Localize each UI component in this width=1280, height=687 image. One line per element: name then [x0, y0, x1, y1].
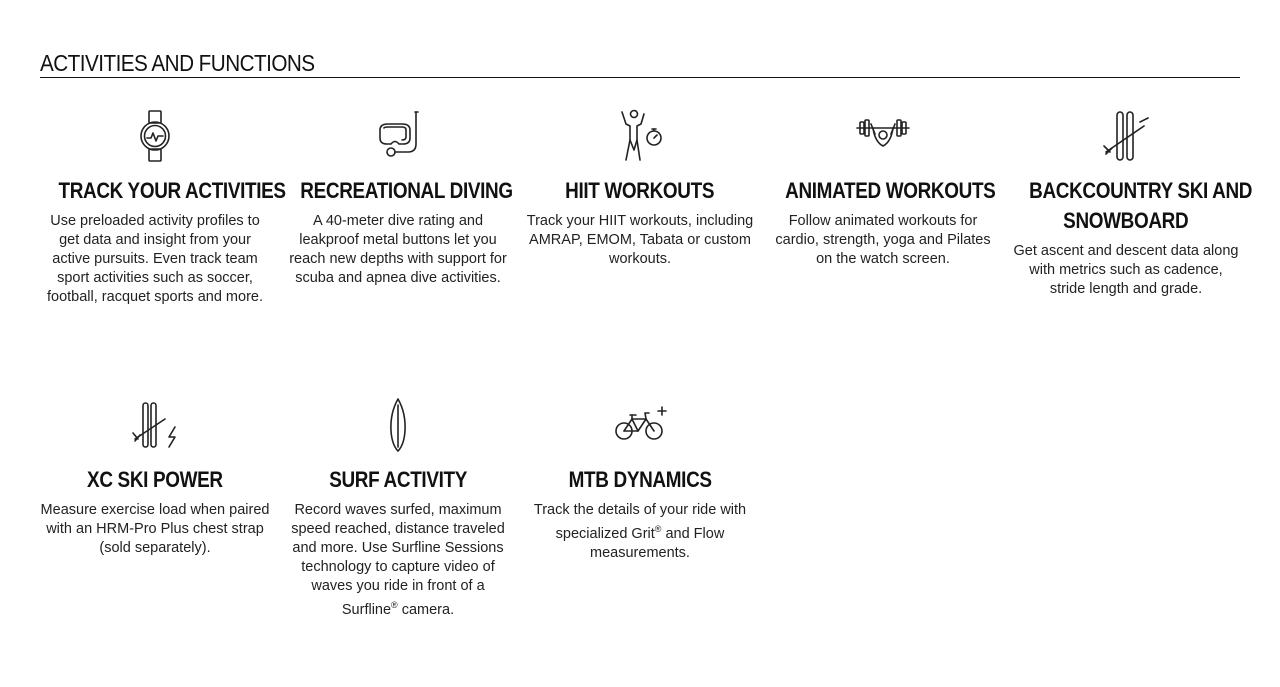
hiit-person-timer-icon — [610, 108, 670, 164]
feature-title: HIIT WORKOUTS — [565, 178, 715, 203]
registered-mark: ® — [391, 600, 398, 610]
feature-title: XC SKI POWER — [87, 467, 223, 492]
feature-card-xc-ski-power — [40, 397, 270, 558]
feature-card-recreational-diving — [283, 108, 513, 288]
feature-description-text: Record waves surfed, maximum speed reached, distance traveled and more. Use Surfline Sessions technology to capture video of waves you ride in front of a Surfline — [291, 502, 505, 618]
section-divider — [40, 77, 1240, 78]
feature-description: Follow animated workouts for cardio, strength, yoga and Pilates on the watch screen. — [775, 213, 991, 267]
feature-title-line1: BACKCOUNTRY SKI AND — [1029, 178, 1253, 203]
section-title: ACTIVITIES AND FUNCTIONS — [40, 50, 315, 76]
feature-description: Use preloaded activity profiles to get data and insight from your active pursuits. Even track team sport activities such as soccer, football, racquet sports and more. — [46, 213, 263, 305]
feature-title: SURF ACTIVITY — [329, 467, 467, 492]
feature-card-surf-activity — [283, 397, 513, 620]
dive-mask-snorkel-icon — [368, 108, 428, 164]
feature-title: TRACK YOUR ACTIVITIES — [58, 178, 286, 203]
feature-description: Measure exercise load when paired with an HRM-Pro Plus chest strap (sold separately). — [40, 502, 270, 556]
feature-card-animated-workouts — [768, 108, 998, 269]
backcountry-ski-icon — [1096, 108, 1156, 164]
feature-description-tail: camera. — [397, 601, 455, 618]
feature-card-mtb-dynamics — [525, 397, 755, 563]
feature-description: Track your HIIT workouts, including AMRAP, EMOM, Tabata or custom workouts. — [526, 213, 754, 267]
feature-title: ANIMATED WORKOUTS — [785, 178, 996, 203]
feature-card-backcountry-ski — [1011, 108, 1253, 299]
smartwatch-icon — [125, 108, 185, 164]
feature-description: Get ascent and descent data along with metrics such as cadence, stride length and grade. — [1013, 243, 1239, 297]
feature-description — [283, 501, 513, 620]
feature-card-track-activities — [40, 108, 286, 307]
barbell-icon — [853, 108, 913, 164]
mountain-bike-icon — [610, 397, 670, 453]
feature-description — [525, 501, 755, 563]
feature-title: MTB DYNAMICS — [568, 467, 712, 492]
feature-card-hiit-workouts — [525, 108, 755, 269]
feature-description-text: Track the details of your ride with specialized Grit — [533, 502, 747, 542]
feature-title: RECREATIONAL DIVING — [300, 178, 513, 203]
surfboard-icon — [368, 397, 428, 453]
registered-mark: ® — [654, 524, 662, 534]
xc-ski-power-icon — [125, 397, 185, 453]
feature-description: A 40-meter dive rating and leakproof metal buttons let you reach new depths with support for scuba and apnea dive activities. — [289, 213, 507, 286]
feature-description-tail: and Flow measurements. — [590, 525, 725, 561]
feature-title-line2: SNOWBOARD — [1063, 208, 1189, 233]
